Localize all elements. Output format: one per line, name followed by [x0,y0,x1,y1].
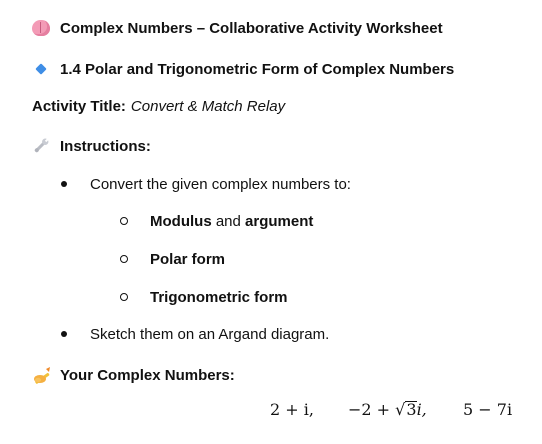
wrench-icon [32,137,50,155]
blue-diamond-icon [35,63,46,74]
instruction-step-1 [90,174,351,194]
instruction-step-2-text: Sketch them on an Argand diagram. [90,325,330,343]
complex-number-3-text: 5 − 7i [463,400,513,419]
activity-title-value: Convert & Match Relay [130,97,286,115]
complex-number-2-pre: −2 + [348,400,396,419]
sub-item-modulus-mid: and [211,212,246,230]
sub-item-trig [150,287,288,307]
numbers-heading: Your Complex Numbers: [60,366,235,384]
sqrt-symbol: √3 [395,400,417,419]
sub-item-polar-text: Polar form [150,250,226,268]
sub-item-argument-bold: argument [245,212,314,230]
numbers-heading-line [32,364,235,386]
section-heading: 1.4 Polar and Trigonometric Form of Complex Numbers [60,60,455,78]
activity-title-line [32,96,285,116]
complex-number-1-text: 2 + i, [270,400,314,419]
sub-item-trig-text: Trigonometric form [150,288,288,306]
sub-item-polar [150,249,225,269]
sqrt-radicand: 3 [406,400,417,419]
section-heading-line [32,59,454,79]
complex-number-2 [348,400,427,419]
sub-item-modulus [150,211,313,231]
writing-hand-icon [32,365,52,385]
worksheet-title: Complex Numbers – Collaborative Activity Worksheet [60,19,443,37]
bullet-disc-2 [61,331,67,337]
bullet-disc-1 [61,181,67,187]
worksheet-title-line [32,18,443,38]
sub-item-modulus-bold: Modulus [150,212,212,230]
instructions-heading-line [32,136,151,156]
complex-number-2-post: i, [416,400,427,419]
complex-number-3 [463,400,512,419]
instructions-heading: Instructions: [60,137,151,155]
activity-title-label: Activity Title: [32,97,126,115]
instruction-step-2 [90,324,329,344]
complex-number-1 [270,400,314,419]
instruction-step-1-text: Convert the given complex numbers to: [90,175,351,193]
bullet-circle-1 [120,217,128,225]
brain-icon [32,20,50,36]
bullet-circle-3 [120,293,128,301]
bullet-circle-2 [120,255,128,263]
